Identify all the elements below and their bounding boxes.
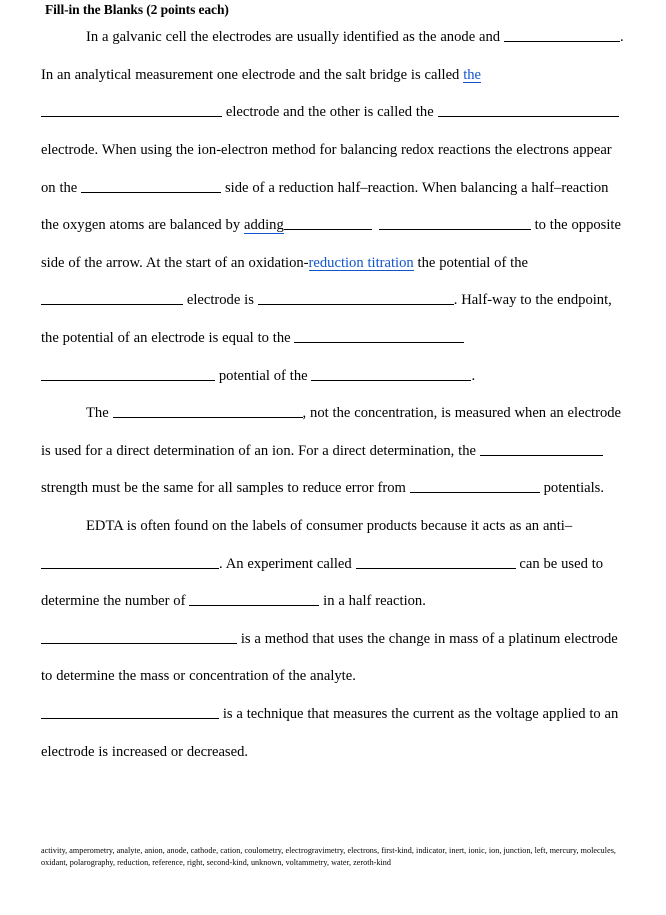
- text-run: is a technique that measures the current as the voltage applied to an electrode is increased or decreased.: [41, 705, 619, 760]
- fill-in-blank[interactable]: [258, 291, 454, 306]
- fill-in-blank[interactable]: [410, 478, 540, 493]
- highlighted-answer-link[interactable]: reduction titration: [308, 254, 414, 271]
- text-run: In a galvanic cell the electrodes are usually identified as the anode and: [86, 29, 504, 46]
- highlighted-answer-text[interactable]: adding: [244, 217, 284, 234]
- text-run: side of a reduction half–reaction. When balancing a half–reaction the oxygen atoms are balanced by: [41, 179, 609, 234]
- text-run: . In an analytical measurement one electrode and the salt bridge is called: [41, 29, 624, 83]
- text-run: electrode and the other is called the: [222, 104, 438, 121]
- fill-in-blank[interactable]: [379, 215, 531, 230]
- fill-in-blank[interactable]: [41, 629, 237, 644]
- fill-in-blank[interactable]: [284, 215, 372, 230]
- word-bank: activity, amperometry, analyte, anion, anode, cathode, cation, coulometry, electrogravimetry, electrons, first-kind, indicator, inert, ionic, ion, junction, left, mercury, molecules, oxidant, polarography, reduction, reference, right, second-kind, unknown, voltammetry, water, zeroth-kind: [41, 846, 616, 868]
- text-run: electrode. When using the ion-electron method for balancing redox reactions the electrons appear on the: [41, 142, 612, 196]
- text-run: potentials.: [539, 480, 604, 497]
- text-run: in a half reaction.: [319, 593, 426, 610]
- text-run: strength must be the same for all samples to reduce error from: [41, 480, 410, 497]
- text-run: potential of the: [215, 367, 312, 384]
- fill-in-blank[interactable]: [356, 554, 516, 569]
- text-run: . An experiment called: [219, 555, 356, 572]
- fill-in-blank[interactable]: [438, 103, 619, 118]
- fill-in-blank[interactable]: [41, 704, 219, 719]
- fill-in-blank[interactable]: [81, 178, 221, 193]
- paragraph: [41, 19, 625, 395]
- text-run: .: [471, 367, 476, 384]
- fill-in-blank[interactable]: [311, 366, 471, 381]
- page-title: Fill-in the Blanks (2 points each): [45, 2, 229, 17]
- text-run: electrode is: [183, 292, 258, 309]
- text-run: can be used to determine the number of: [41, 555, 604, 610]
- fill-in-blank[interactable]: [294, 328, 464, 343]
- text-run: , not the concentration, is measured when an electrode is used for a direct determination of an ion. For a direct determination, the: [41, 405, 622, 459]
- text-run: The: [86, 405, 113, 422]
- fill-in-blank[interactable]: [480, 441, 603, 456]
- text-run: . Half-way to the endpoint, the potential of an electrode is equal to the: [41, 292, 612, 346]
- paragraph: [41, 508, 625, 696]
- text-run: to the opposite side of the arrow. At the start of an oxidation-: [41, 217, 621, 271]
- fill-in-blank[interactable]: [41, 291, 183, 306]
- fill-in-blank[interactable]: [189, 591, 319, 606]
- fill-in-blank[interactable]: [41, 366, 215, 381]
- paragraph: [41, 395, 625, 508]
- text-run: is a method that uses the change in mass of a platinum electrode to determine the mass or concentration of the analyte.: [41, 630, 618, 685]
- paragraph: [41, 696, 625, 771]
- highlighted-answer-link[interactable]: the: [463, 66, 482, 83]
- text-run: the potential of the: [413, 254, 528, 271]
- document-body: [41, 19, 625, 771]
- text-run: EDTA is often found on the labels of consumer products because it acts as an anti–: [86, 517, 573, 534]
- fill-in-blank[interactable]: [41, 103, 222, 118]
- fill-in-blank[interactable]: [504, 27, 620, 42]
- fill-in-blank[interactable]: [113, 403, 303, 418]
- fill-in-blank[interactable]: [41, 554, 219, 569]
